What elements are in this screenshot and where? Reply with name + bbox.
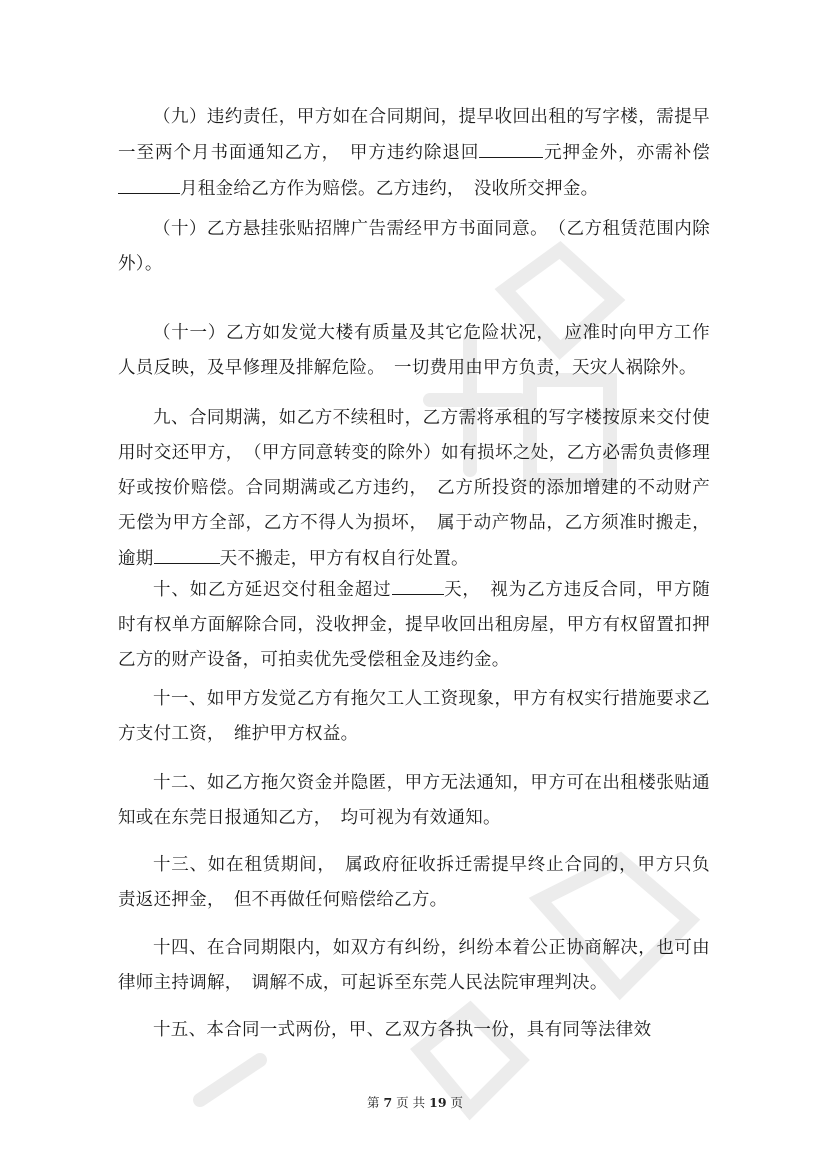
- clause-13: 十三、如在租赁期间， 属政府征收拆迁需提早终止合同的，甲方只负责返还押金， 但不再做任何赔偿给乙方。: [118, 855, 710, 910]
- clause-11-sub: （十一）乙方如发觉大楼有质量及其它危险状况， 应准时向甲方工作人员反映，及早修理及排解危险。 一切费用由甲方负责，天灾人祸除外。: [118, 323, 710, 378]
- deposit-blank: [479, 135, 543, 158]
- clause-10-text-1: 十、如乙方延迟交付租金超过: [153, 580, 392, 600]
- current-page-number: 7: [383, 1095, 393, 1110]
- clause-11: 十一、如甲方发觉乙方有拖欠工人工资现象，甲方有权实行措施要求乙方支付工资， 维护甲方权益。: [118, 689, 710, 744]
- clause-12: 十二、如乙方拖欠资金并隐匿，甲方无法通知，甲方可在出租楼张贴通知或在东莞日报通知乙方， 均可视为有效通知。: [118, 773, 710, 828]
- clause-9-text-1: 九、合同期满，如乙方不续租时，乙方需将承租的写字楼按原来交付使用时交还甲方， （甲方同意转变的除外）如有损坏之处，乙方必需负责修理好或按价赔偿。合同期满或乙方违约， 乙方所投资的添加增建的不动财产无偿为甲方全部，乙方不得人为损坏， 属于动产物品，乙方须准时搬走，逾期: [118, 408, 710, 569]
- footer-middle: 页 共: [396, 1095, 426, 1110]
- clause-9-sub: [118, 100, 710, 207]
- footer-prefix: 第: [366, 1095, 380, 1110]
- days-blank: [154, 541, 220, 564]
- clause-15: 十五、本合同一式两份，甲、乙双方各执一份，具有同等法律效: [153, 1020, 652, 1040]
- footer-suffix: 页: [450, 1095, 464, 1110]
- total-pages-number: 19: [429, 1095, 447, 1110]
- clause-14: 十四、在合同期限内，如双方有纠纷，纠纷本着公正协商解决，也可由律师主持调解， 调解不成，可起诉至东莞人民法院审理判决。: [118, 938, 710, 993]
- clause-10: [118, 572, 710, 678]
- clause-9: [118, 401, 710, 577]
- clause-9-text-2: 天不搬走，甲方有权自行处置。: [219, 549, 469, 569]
- clause-9-sub-text-1: （九）违约责任，甲方如在合同期间，提早收回出租的写字楼，需提早一至两个月书面通知乙方， 甲方违约除退回: [118, 107, 710, 163]
- clause-9-sub-text-3: 月租金给乙方作为赔偿。乙方违约， 没收所交押金。: [180, 179, 599, 199]
- overdue-days-blank: [392, 572, 444, 595]
- clause-10-sub: （十）乙方悬挂张贴招牌广告需经甲方书面同意。 （乙方租赁范围内除外）。: [118, 219, 710, 274]
- rent-months-blank: [118, 171, 180, 194]
- clause-10-text-2: 天， 视为乙方违反合同，甲方随时有权单方面解除合同，没收押金，提早收回出租房屋，甲方有权留置扣押乙方的财产设备，可拍卖优先受偿租金及违约金。: [118, 580, 710, 670]
- page-footer: [0, 1093, 830, 1111]
- clause-9-sub-text-2: 元押金外，亦需补偿: [543, 143, 710, 163]
